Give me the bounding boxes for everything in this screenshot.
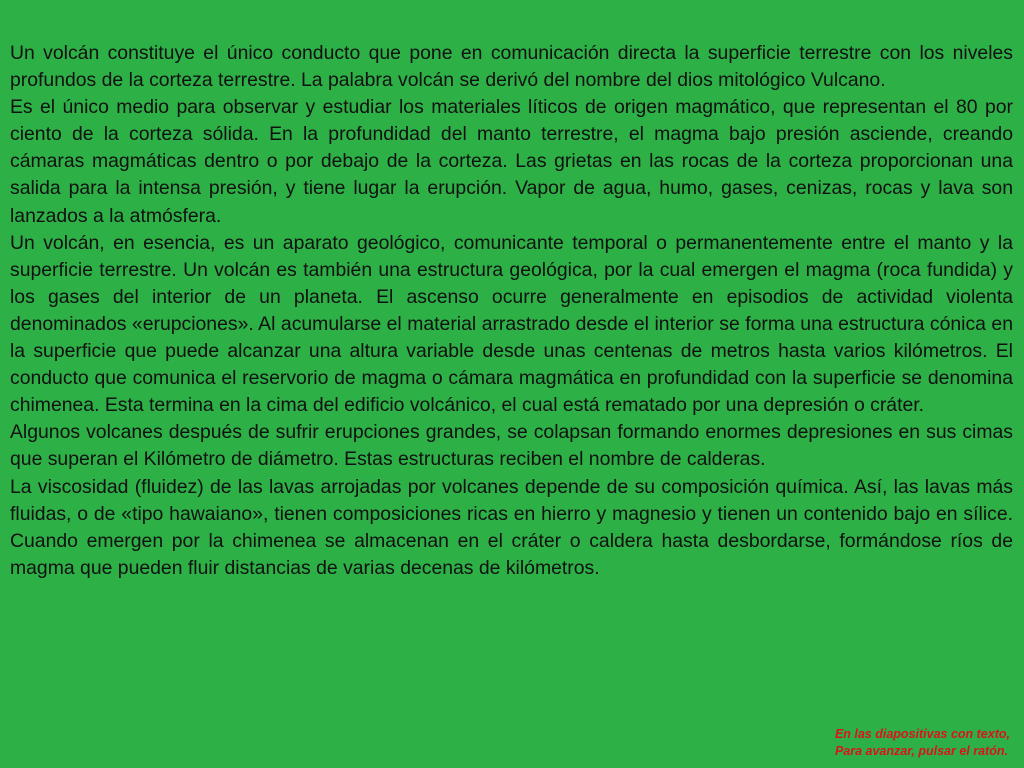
paragraph-magmatic-materials: Es el único medio para observar y estudiar los materiales líticos de origen magmático, que representan el 80 por ciento de la corteza sólida. En la profundidad del manto terrestre, el magma bajo presión asciende, creando cámaras magmáticas dentro o por debajo de la corteza. Las grietas en las rocas de la corteza proporcionan una salida para la intensa presión, y tiene lugar la erupción. Vapor de agua, humo, gases, cenizas, rocas y lava son lanzados a la atmósfera. <box>10 96 1013 227</box>
paragraph-volcano-structure: Un volcán, en esencia, es un aparato geológico, comunicante temporal o permanentemente entre el manto y la superficie terrestre. Un volcán es también una estructura geológica, por la cual emergen el magma (roca fundida) y los gases del interior de un planeta. El ascenso ocurre generalmente en episodios de actividad violenta denominados «erupciones». Al acumularse el material arrastrado desde el interior se forma una estructura cónica en la superficie que puede alcanzar una altura variable desde unas centenas de metros hasta varios kilómetros. El conducto que comunica el reservorio de magma o cámara magmática en profundidad con la superficie se denomina chimenea. Esta termina en la cima del edificio volcánico, el cual está rematado por una depresión o cráter. <box>10 231 1013 417</box>
paragraph-lava-viscosity: La viscosidad (fluidez) de las lavas arrojadas por volcanes depende de su composición química. Así, las lavas más fluidas, o de «tipo hawaiano», tienen composiciones ricas en hierro y magnesio y tienen un contenido bajo en sílice. Cuando emergen por la chimenea se almacenan en el cráter o caldera hasta desbordarse, formándose ríos de magma que pueden fluir distancias de varias decenas de kilómetros. <box>10 475 1013 579</box>
slide-body-text <box>10 40 1013 582</box>
navigation-hint-line-2: Para avanzar, pulsar el ratón. <box>834 744 1008 758</box>
paragraph-volcano-definition: Un volcán constituye el único conducto que pone en comunicación directa la superficie terrestre con los niveles profundos de la corteza terrestre. La palabra volcán se derivó del nombre del dios mitológico Vulcano. <box>10 42 1013 92</box>
paragraph-calderas: Algunos volcanes después de sufrir erupciones grandes, se colapsan formando enormes depresiones en sus cimas que superan el Kilómetro de diámetro. Estas estructuras reciben el nombre de calderas. <box>10 421 1013 471</box>
navigation-hint-line-1: En las diapositivas con texto, <box>834 727 1010 741</box>
navigation-hint <box>835 726 1010 760</box>
